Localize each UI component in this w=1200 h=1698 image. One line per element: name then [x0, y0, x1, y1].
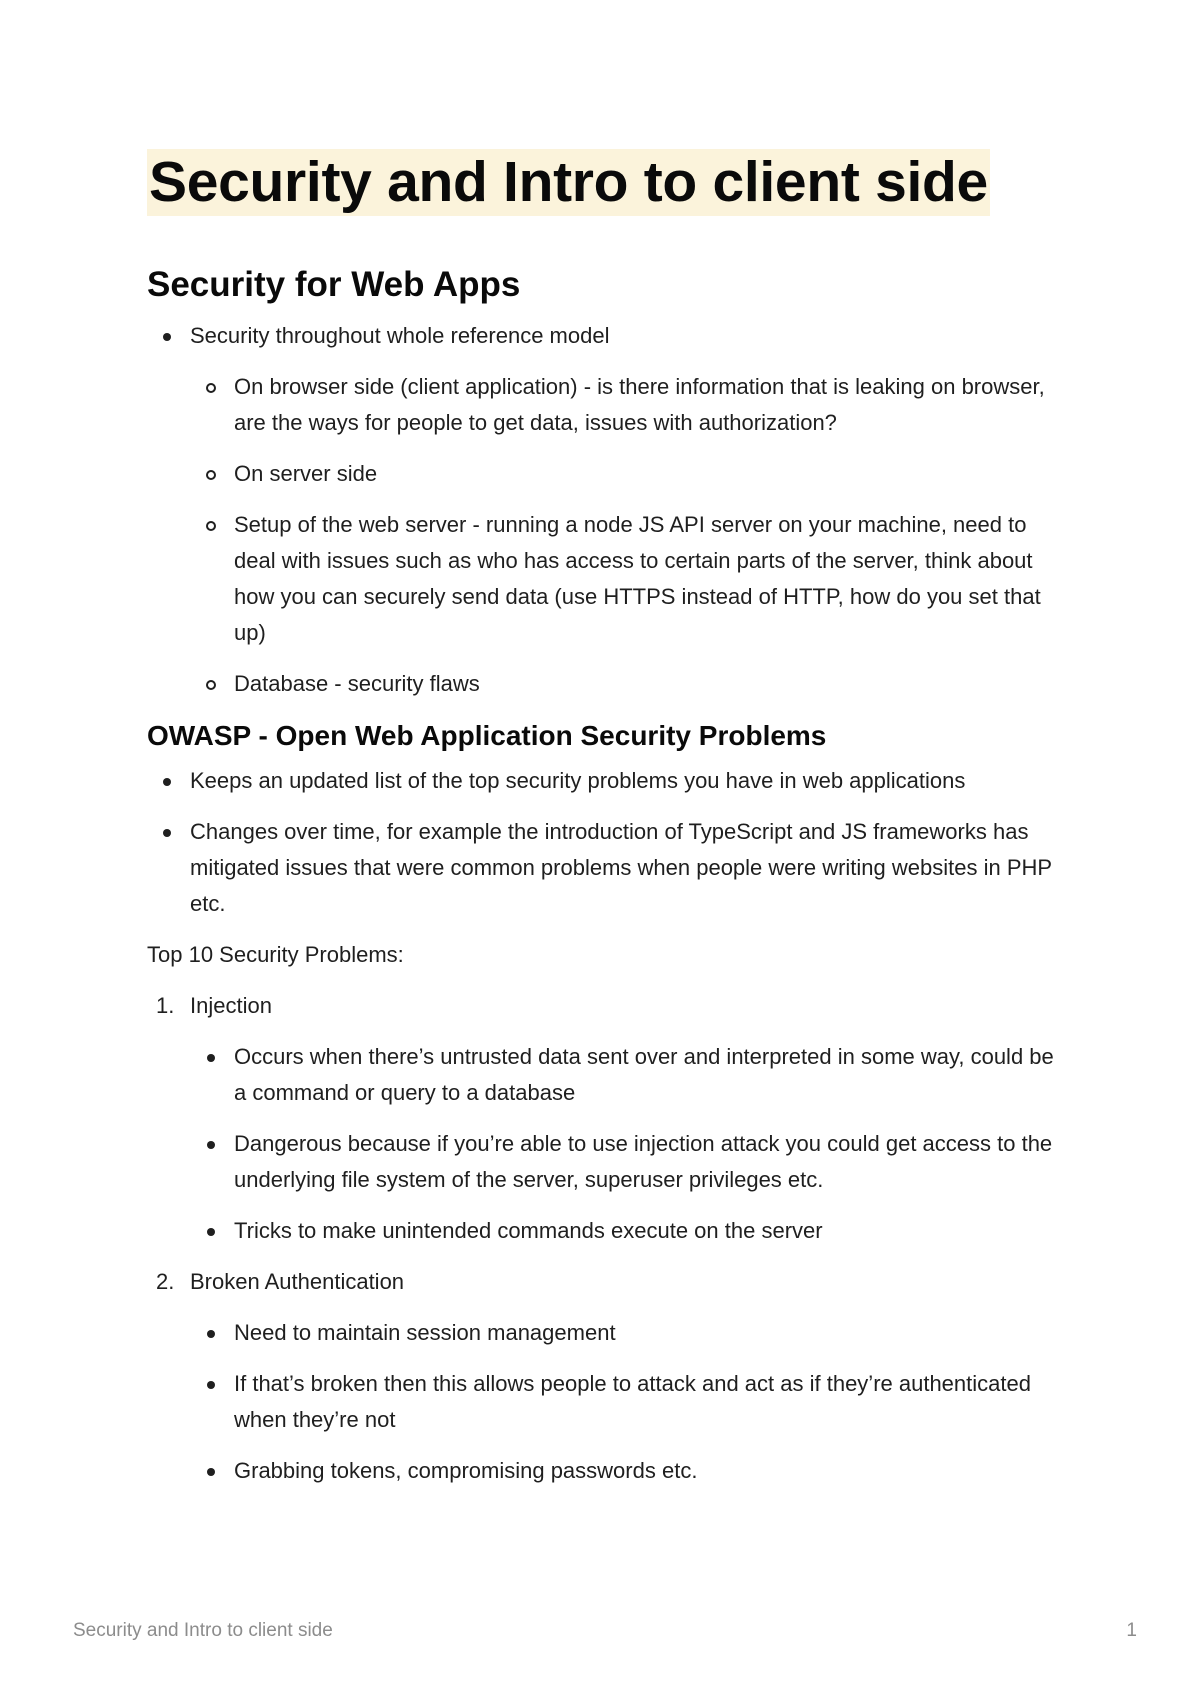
list-item — [147, 1453, 1072, 1489]
owasp-list — [147, 763, 1072, 922]
list-item-text: Need to maintain session management — [234, 1320, 616, 1345]
list-item — [147, 1039, 1072, 1111]
list-item-text: Occurs when there’s untrusted data sent over and interpreted in some way, could be a command or query to a database — [234, 1044, 1054, 1105]
list-item-text: Database - security flaws — [234, 671, 480, 696]
list-item — [147, 763, 1072, 799]
list-item — [147, 318, 1072, 702]
list-item-text: Dangerous because if you’re able to use injection attack you could get access to the underlying file system of the server, superuser privileges etc. — [234, 1131, 1053, 1192]
list-item-text: On server side — [234, 461, 378, 486]
list-item — [147, 507, 1072, 651]
list-item — [147, 1213, 1072, 1249]
list-item-text: Keeps an updated list of the top security problems you have in web applications — [190, 768, 966, 793]
item-number: 1. — [156, 993, 175, 1018]
nested-list — [147, 369, 1072, 702]
footer-doc-title: Security and Intro to client side — [73, 1620, 333, 1641]
list-item — [147, 1126, 1072, 1198]
nested-list — [147, 1315, 1072, 1489]
numbered-item-label: Broken Authentication — [190, 1269, 405, 1294]
numbered-item — [147, 988, 1072, 1249]
list-item-text: Security throughout whole reference model — [190, 323, 610, 348]
list-item — [147, 1366, 1072, 1438]
numbered-item-label: Injection — [190, 993, 272, 1018]
list-item-text: Tricks to make unintended commands execute on the server — [234, 1218, 823, 1243]
list-item — [147, 666, 1072, 702]
top10-label: Top 10 Security Problems: — [147, 942, 404, 967]
footer-page-number: 1 — [1126, 1620, 1137, 1641]
list-item — [147, 456, 1072, 492]
list-item-text: Changes over time, for example the introduction of TypeScript and JS frameworks has mitigated issues that were common problems when people were writing websites in PHP etc. — [190, 819, 1052, 916]
list-item — [147, 369, 1072, 441]
list-item-text: Setup of the web server - running a node JS API server on your machine, need to deal with issues such as who has access to certain parts of the server, think about how you can securely send data (use HTTPS instead of HTTP, how do you set that up) — [234, 512, 1041, 645]
item-number: 2. — [156, 1269, 175, 1294]
list-item-text: On browser side (client application) - is there information that is leaking on browser, are the ways for people to get data, issues with authorization? — [234, 374, 1045, 435]
top10-list — [147, 988, 1072, 1489]
section-heading-owasp: OWASP - Open Web Application Security Problems — [147, 720, 827, 751]
list-item-text: Grabbing tokens, compromising passwords etc. — [234, 1458, 698, 1483]
list-item — [147, 1315, 1072, 1351]
list-item-text: If that’s broken then this allows people to attack and act as if they’re authenticated when they’re not — [234, 1371, 1031, 1432]
nested-list — [147, 1039, 1072, 1249]
document-body — [147, 262, 1072, 1504]
security-list — [147, 318, 1072, 702]
page-title: Security and Intro to client side — [149, 150, 988, 214]
numbered-item — [147, 1264, 1072, 1489]
section-heading-security-web-apps: Security for Web Apps — [147, 265, 521, 304]
list-item — [147, 814, 1072, 922]
